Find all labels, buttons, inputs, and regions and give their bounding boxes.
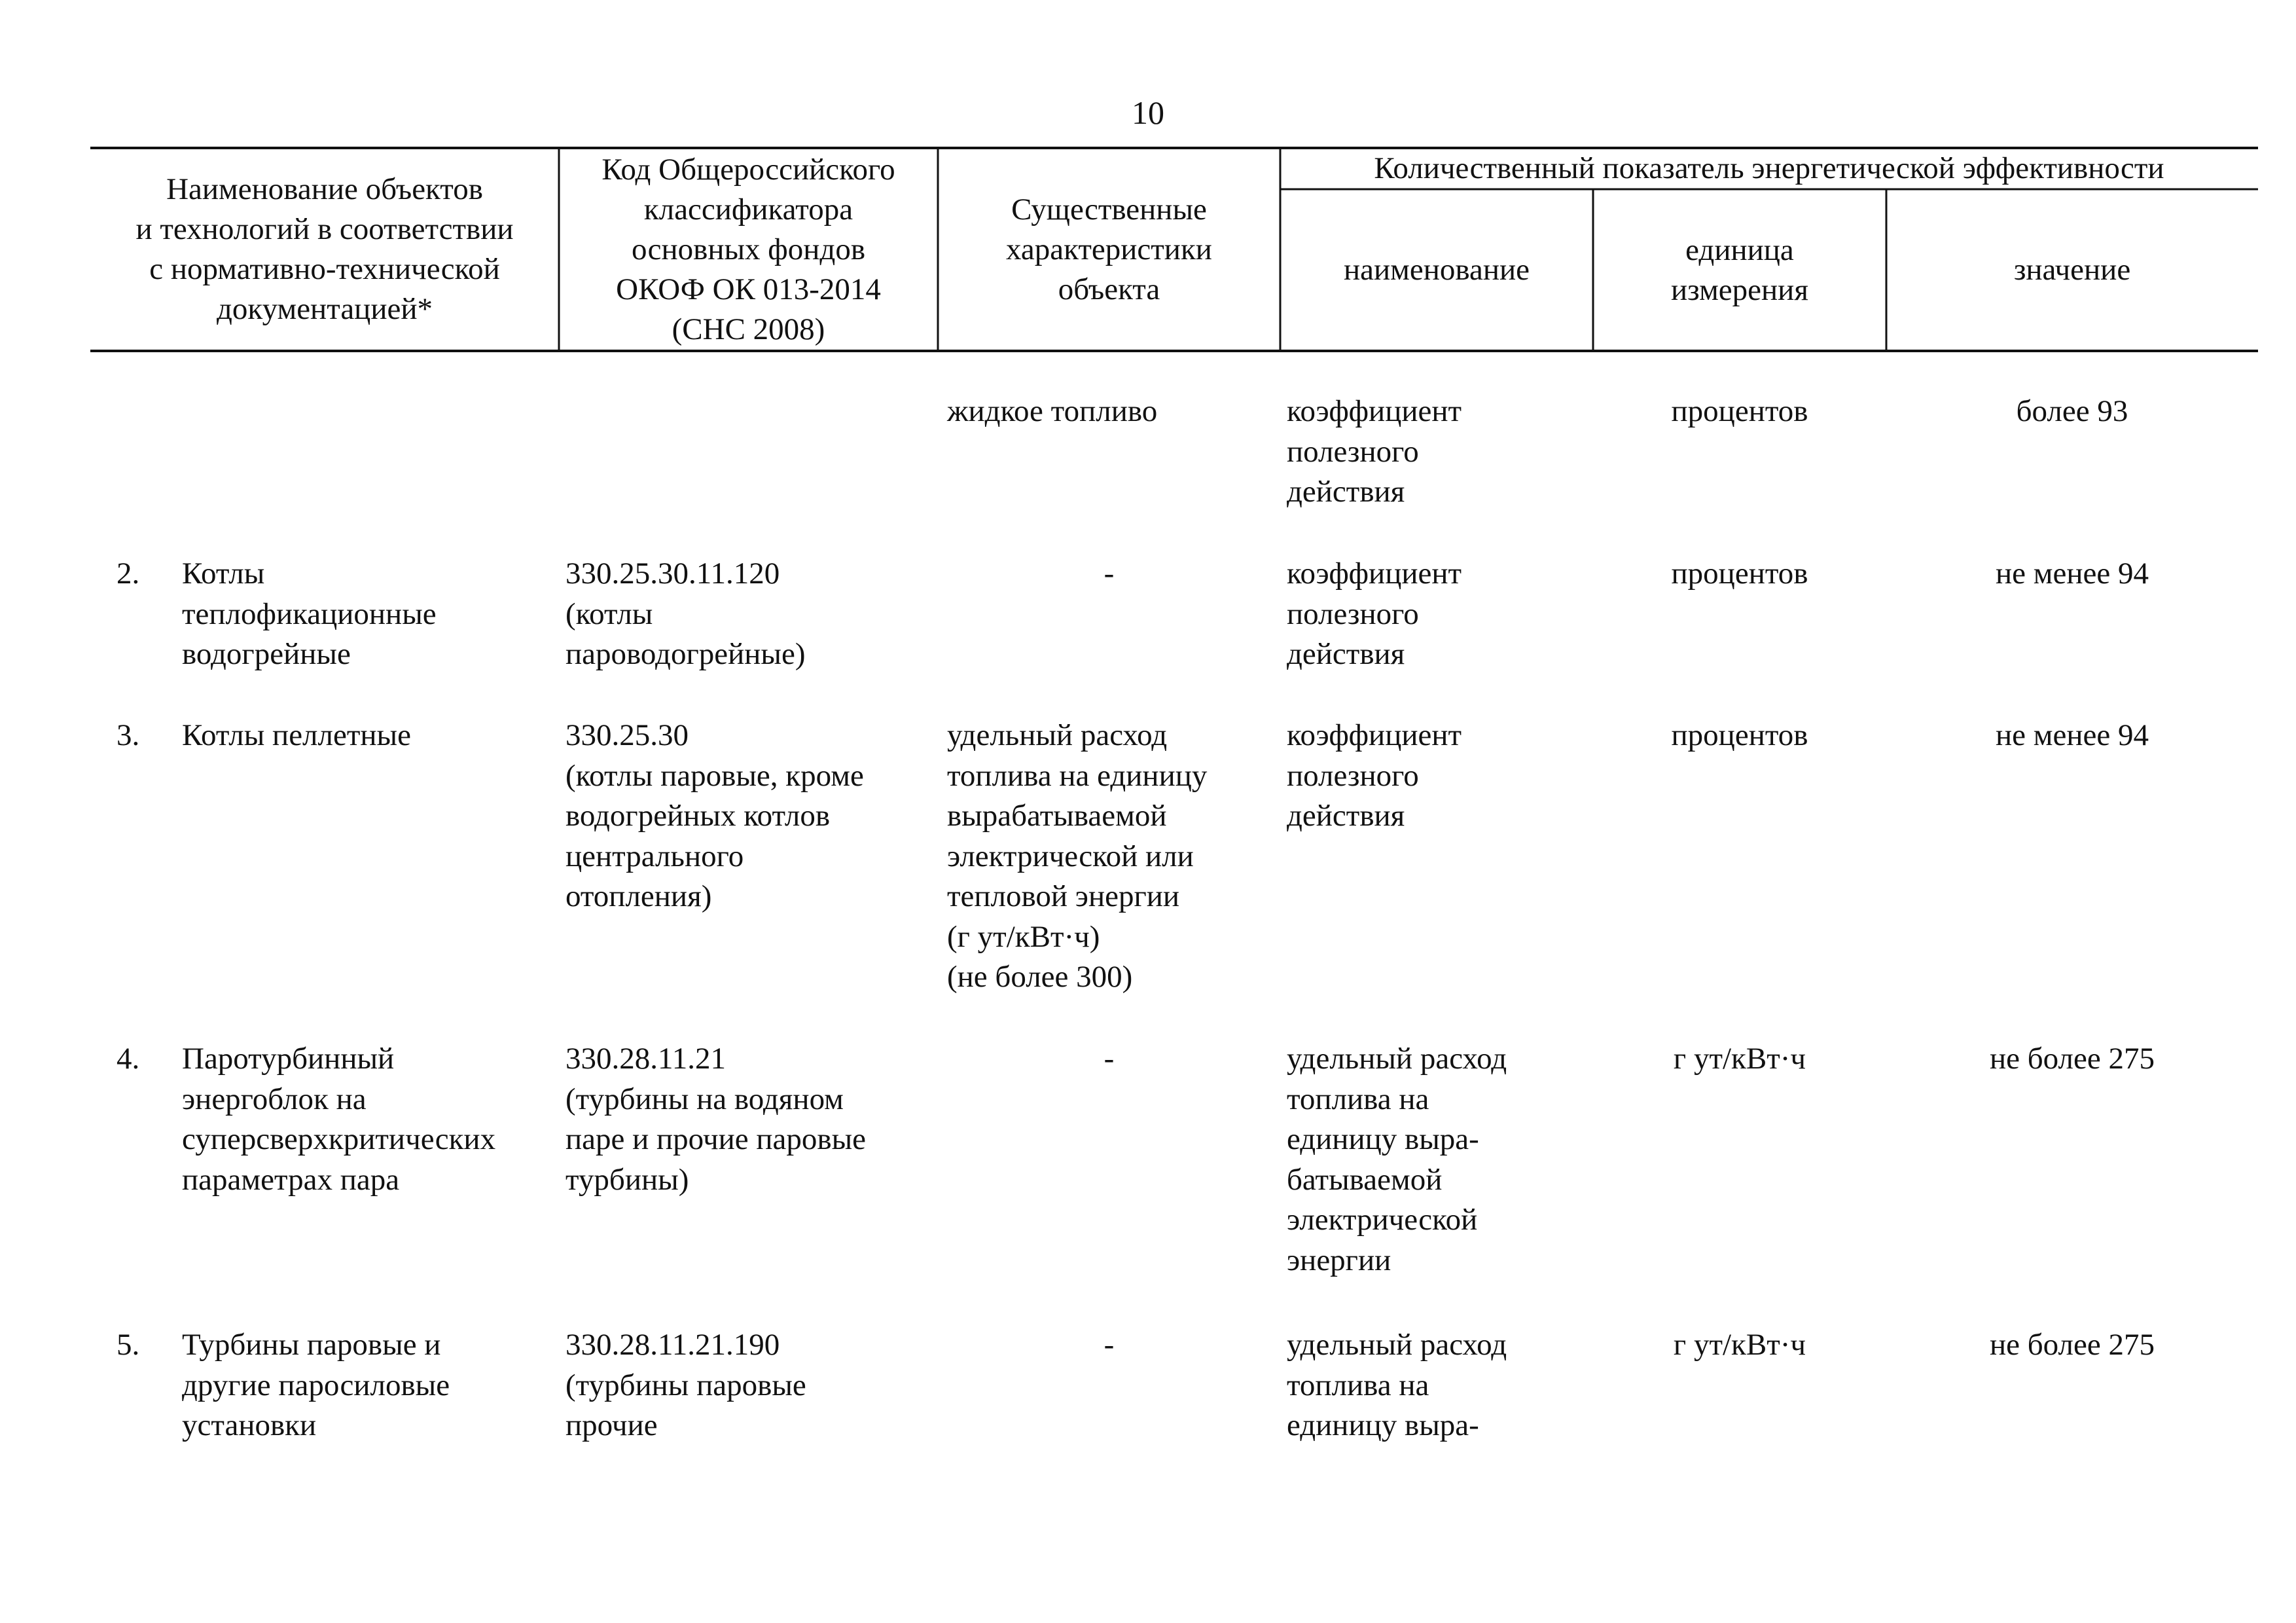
row-4-name: Паротурбинный энергоблок на суперсверхкритических параметрах пара (182, 1042, 496, 1197)
page-number: 10 (1132, 94, 1164, 131)
header-indicator-name (1280, 189, 1593, 351)
row-4-indicator: удельный расход топлива на единицу выра- батываемой электрической энергии (1287, 1042, 1507, 1277)
row-5-characteristics: - (1103, 1328, 1115, 1362)
row-2-name: Котлы теплофикационные водогрейные (182, 556, 437, 671)
row-1-unit: процентов (1671, 394, 1808, 428)
row-2-characteristics: - (1103, 556, 1115, 591)
row-1-characteristics: жидкое топливо (947, 394, 1158, 428)
row-5-indicator: удельный расход топлива на единицу выра- (1287, 1328, 1507, 1442)
row-4-unit: г ут/кВт·ч (1673, 1042, 1806, 1076)
row-2-code: 330.25.30.11.120 (котлы пароводогрейные) (565, 556, 806, 671)
header-characteristics (938, 148, 1280, 351)
header-value (1886, 189, 2258, 351)
header-indicator-name-text: наименование (1343, 253, 1530, 287)
header-efficiency-group-text: Количественный показатель энергетической эффективности (1374, 151, 2164, 185)
row-5-name: Турбины паровые и другие паросиловые установки (182, 1328, 450, 1442)
row-2-number: 2. (117, 556, 140, 591)
header-value-text: значение (2013, 253, 2131, 287)
row-2-unit: процентов (1671, 556, 1808, 591)
row-4-characteristics: - (1103, 1042, 1115, 1076)
header-okof-code (559, 148, 938, 351)
row-3-value: не менее 94 (1996, 718, 2149, 752)
header-object-name (90, 148, 559, 351)
row-4-number: 4. (117, 1042, 140, 1076)
row-3-number: 3. (117, 718, 140, 752)
row-5-value: не более 275 (1990, 1328, 2155, 1362)
row-2-indicator: коэффициент полезного действия (1287, 556, 1462, 671)
row-2-value: не менее 94 (1996, 556, 2149, 591)
header-efficiency-group (1280, 148, 2258, 189)
row-5-code: 330.28.11.21.190 (турбины паровые прочие (565, 1328, 806, 1442)
header-unit (1593, 189, 1886, 351)
header-characteristics-text: Существенные характеристики объекта (1006, 192, 1212, 306)
header-unit-text: единица измерения (1671, 232, 1808, 307)
row-4-value: не более 275 (1990, 1042, 2155, 1076)
header-object-name-text: Наименование объектов и технологий в соответствии с нормативно-технической документацией* (135, 172, 514, 326)
row-5-unit: г ут/кВт·ч (1673, 1328, 1806, 1362)
row-3-characteristics: удельный расход топлива на единицу вырабатываемой электрической или тепловой энергии (г ут/кВт·ч) (не более 300) (947, 718, 1208, 994)
row-3-unit: процентов (1671, 718, 1808, 752)
row-3-indicator: коэффициент полезного действия (1287, 718, 1462, 833)
row-4-code: 330.28.11.21 (турбины на водяном паре и прочие паровые турбины) (565, 1042, 867, 1197)
row-5-number: 5. (117, 1328, 140, 1362)
row-1-value: более 93 (2016, 394, 2128, 428)
row-3-name: Котлы пеллетные (182, 718, 411, 752)
header-okof-code-text: Код Общероссийского классификатора основных фондов ОКОФ ОК 013-2014 (СНС 2008) (601, 152, 895, 346)
row-1-indicator: коэффициент полезного действия (1287, 394, 1462, 509)
row-3-code: 330.25.30 (котлы паровые, кроме водогрейных котлов центрального отопления) (565, 718, 864, 913)
